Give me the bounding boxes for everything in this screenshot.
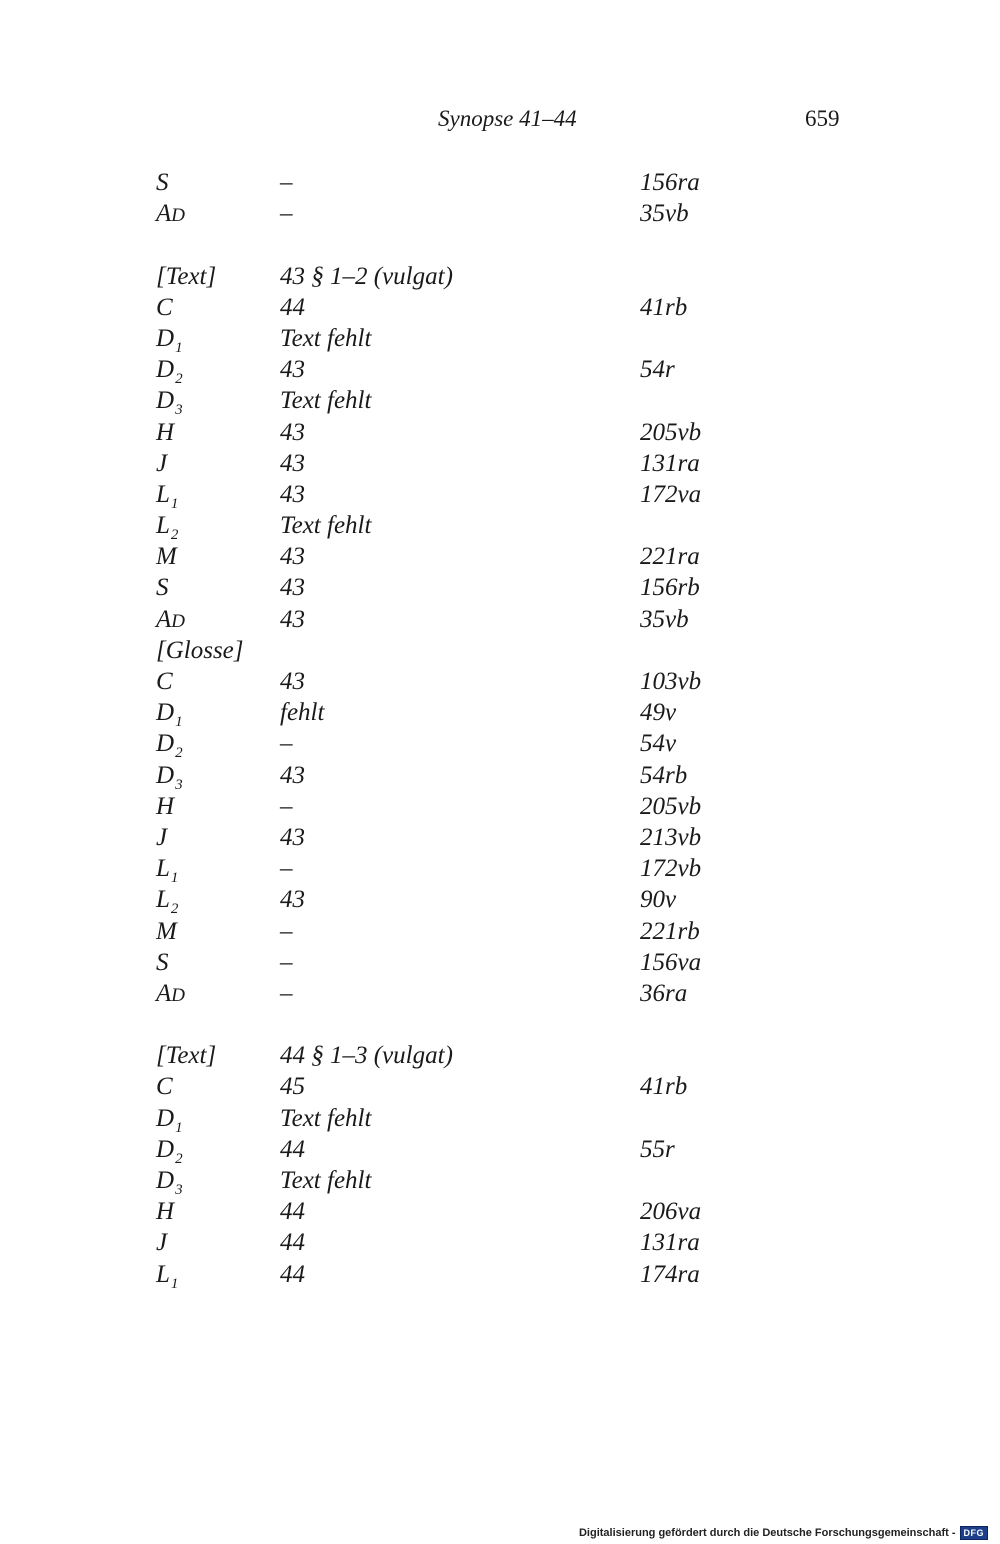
folio-cell: 131ra xyxy=(640,1229,700,1257)
chapter-cell: 44 § 1–3 (vulgat) xyxy=(280,1042,453,1070)
siglum-subscript: 2 xyxy=(170,901,179,918)
siglum-cell xyxy=(156,541,177,572)
table-row xyxy=(0,323,1000,354)
folio-cell: 35vb xyxy=(640,200,689,228)
siglum-smallcaps: D xyxy=(171,205,186,227)
table-row xyxy=(0,448,1000,479)
chapter-cell: 44 xyxy=(280,1229,305,1257)
chapter-cell: Text fehlt xyxy=(280,387,372,415)
siglum-subscript: 2 xyxy=(175,371,183,388)
footer-text: Digitalisierung gefördert durch die Deutsche Forschungsgemeinschaft - xyxy=(578,1527,956,1539)
table-row xyxy=(0,666,1000,697)
table-row xyxy=(0,1071,1000,1102)
siglum: L xyxy=(156,855,170,883)
chapter-cell: 43 xyxy=(280,480,305,508)
table-row xyxy=(0,385,1000,419)
chapter-cell: Text fehlt xyxy=(280,512,372,540)
siglum: H xyxy=(156,1198,175,1226)
siglum-subscript: 1 xyxy=(175,1119,183,1136)
siglum: A xyxy=(156,200,172,228)
table-row xyxy=(0,354,1000,388)
folio-cell: 156va xyxy=(640,948,702,976)
siglum: C xyxy=(156,1073,173,1101)
folio-cell: 206va xyxy=(640,1198,702,1226)
chapter-cell: 44 xyxy=(280,293,305,321)
siglum-cell xyxy=(156,978,185,1011)
siglum: [Glosse] xyxy=(156,636,244,664)
chapter-cell: 45 xyxy=(280,1073,305,1101)
chapter-cell: 43 xyxy=(280,574,305,602)
table-row xyxy=(0,978,1000,1009)
siglum-subscript: 3 xyxy=(175,1182,183,1198)
folio-cell: 156ra xyxy=(640,169,700,196)
siglum-cell xyxy=(156,167,169,198)
folio-cell: 54v xyxy=(640,730,677,758)
dfg-logo: DFG xyxy=(960,1526,989,1540)
siglum-cell xyxy=(156,479,178,514)
table-row xyxy=(0,916,1000,947)
chapter-cell: Text fehlt xyxy=(280,324,372,352)
folio-cell: 54r xyxy=(640,356,675,384)
folio-cell: 172vb xyxy=(640,855,702,883)
table-row xyxy=(0,1259,1000,1290)
chapter-cell: – xyxy=(280,855,293,883)
table-row xyxy=(0,760,1000,791)
siglum-subscript: 1 xyxy=(170,870,179,887)
siglum: J xyxy=(156,1229,168,1257)
siglum: S xyxy=(156,948,169,976)
folio-cell: 41rb xyxy=(640,1073,688,1101)
siglum-cell xyxy=(156,728,183,763)
siglum-cell xyxy=(156,822,167,853)
chapter-cell: 43 xyxy=(280,886,305,914)
table-row xyxy=(0,261,1000,292)
folio-cell: 35vb xyxy=(640,605,689,633)
table-row xyxy=(0,635,1000,666)
chapter-cell: – xyxy=(280,792,293,820)
table-row xyxy=(0,604,1000,635)
chapter-cell: 44 xyxy=(280,1135,305,1163)
folio-cell: 49v xyxy=(640,699,677,727)
siglum-cell xyxy=(156,666,173,697)
table-row xyxy=(0,947,1000,978)
siglum: J xyxy=(156,823,168,851)
chapter-cell: 43 xyxy=(280,823,305,851)
chapter-cell: 43 xyxy=(280,356,305,384)
folio-cell: 36ra xyxy=(640,979,688,1007)
siglum: C xyxy=(156,293,173,321)
siglum: L xyxy=(156,480,170,508)
siglum: S xyxy=(156,574,169,602)
table-row xyxy=(0,1165,1000,1196)
siglum-cell xyxy=(156,1259,178,1294)
table-row xyxy=(0,1196,1000,1227)
table-row xyxy=(0,541,1000,572)
table-row xyxy=(0,572,1000,603)
folio-cell: 221rb xyxy=(640,917,700,945)
chapter-cell: Text fehlt xyxy=(280,1104,372,1132)
table-row xyxy=(0,822,1000,853)
folio-cell: 156rb xyxy=(640,574,700,602)
siglum-cell xyxy=(156,448,167,479)
siglum: C xyxy=(156,668,173,695)
siglum: H xyxy=(156,418,175,446)
folio-cell: 174ra xyxy=(640,1260,700,1288)
siglum-cell xyxy=(156,417,174,448)
folio-cell: 55r xyxy=(640,1135,675,1163)
siglum-cell xyxy=(156,261,216,292)
folio-cell: 90v xyxy=(640,886,677,914)
chapter-cell: – xyxy=(280,169,293,196)
chapter-cell: Text fehlt xyxy=(280,1167,372,1194)
siglum-cell xyxy=(156,635,244,666)
table-row xyxy=(0,1103,1000,1134)
siglum: D xyxy=(156,324,175,352)
siglum-cell xyxy=(156,1227,167,1258)
siglum: D xyxy=(156,387,175,415)
siglum: H xyxy=(156,792,175,820)
siglum-cell xyxy=(156,1196,174,1227)
siglum: D xyxy=(156,699,175,727)
siglum: [Text] xyxy=(156,1042,217,1070)
siglum-cell xyxy=(156,1040,216,1071)
folio-cell: 205vb xyxy=(640,418,702,446)
chapter-cell: 43 xyxy=(280,761,305,789)
folio-cell: 221ra xyxy=(640,543,700,571)
siglum-cell xyxy=(156,572,169,603)
siglum-subscript: 3 xyxy=(175,776,183,793)
siglum-cell xyxy=(156,1134,183,1169)
folio-cell: 131ra xyxy=(640,449,700,477)
folio-cell: 205vb xyxy=(640,792,702,820)
table-row xyxy=(0,167,1000,198)
siglum: M xyxy=(156,543,177,571)
table-row xyxy=(0,198,1000,229)
siglum: A xyxy=(156,979,172,1007)
row-spacer xyxy=(0,1009,1000,1040)
table-row xyxy=(0,1227,1000,1258)
siglum: D xyxy=(156,1167,175,1194)
chapter-cell: 43 xyxy=(280,543,305,571)
siglum-smallcaps: D xyxy=(171,984,186,1006)
row-spacer xyxy=(0,229,1000,260)
siglum: D xyxy=(156,761,175,789)
siglum-subscript: 2 xyxy=(170,527,179,544)
siglum-cell xyxy=(156,323,183,358)
siglum-subscript: 2 xyxy=(175,1150,183,1167)
siglum: D xyxy=(156,1135,175,1163)
chapter-cell: 43 xyxy=(280,668,305,695)
siglum-smallcaps: D xyxy=(171,610,186,632)
siglum: S xyxy=(156,169,169,196)
table-row xyxy=(0,728,1000,762)
chapter-cell: – xyxy=(280,979,293,1007)
table-row xyxy=(0,510,1000,544)
page-number: 659 xyxy=(805,106,840,131)
folio-cell: 103vb xyxy=(640,668,702,695)
siglum-cell xyxy=(156,198,185,231)
folio-cell: 172va xyxy=(640,480,702,508)
table-row xyxy=(0,292,1000,323)
table-row xyxy=(0,1134,1000,1165)
chapter-cell: – xyxy=(280,917,293,945)
chapter-cell: fehlt xyxy=(280,699,325,727)
siglum-subscript: 3 xyxy=(175,402,183,419)
running-head xyxy=(0,106,1000,138)
chapter-cell: 44 xyxy=(280,1260,305,1288)
siglum-cell xyxy=(156,791,174,822)
siglum: D xyxy=(156,356,175,384)
table-row xyxy=(0,791,1000,822)
folio-cell: 41rb xyxy=(640,293,688,321)
chapter-cell: 44 xyxy=(280,1198,305,1226)
table-row xyxy=(0,479,1000,510)
siglum-subscript: 1 xyxy=(175,339,183,356)
footer-credit xyxy=(579,1526,988,1540)
siglum: L xyxy=(156,886,170,914)
siglum-cell xyxy=(156,385,183,420)
chapter-cell: 43 xyxy=(280,418,305,446)
siglum-cell xyxy=(156,884,178,919)
siglum: J xyxy=(156,449,168,477)
siglum-cell xyxy=(156,292,173,323)
siglum-cell xyxy=(156,1071,173,1102)
chapter-cell: – xyxy=(280,200,293,228)
siglum: D xyxy=(156,730,175,758)
siglum-cell xyxy=(156,760,183,795)
siglum: L xyxy=(156,512,170,540)
siglum-cell xyxy=(156,947,169,978)
siglum: L xyxy=(156,1260,170,1288)
siglum-cell xyxy=(156,697,183,732)
table-row xyxy=(0,1040,1000,1071)
chapter-cell: 43 § 1–2 (vulgat) xyxy=(280,262,453,290)
folio-cell: 54rb xyxy=(640,761,688,789)
siglum-subscript: 1 xyxy=(170,495,179,512)
siglum-cell xyxy=(156,510,178,545)
siglum-subscript: 1 xyxy=(175,714,183,731)
siglum-subscript: 1 xyxy=(170,1275,179,1292)
siglum-cell xyxy=(156,853,178,888)
siglum: D xyxy=(156,1104,175,1132)
chapter-cell: – xyxy=(280,948,293,976)
siglum: [Text] xyxy=(156,262,217,290)
table-row xyxy=(0,853,1000,887)
siglum-cell xyxy=(156,604,185,637)
siglum: A xyxy=(156,605,172,633)
siglum-cell xyxy=(156,354,183,389)
folio-cell: 213vb xyxy=(640,823,702,851)
chapter-cell: 43 xyxy=(280,449,305,477)
chapter-cell: 43 xyxy=(280,605,305,633)
siglum-cell xyxy=(156,1165,183,1200)
table-row xyxy=(0,697,1000,731)
chapter-cell: – xyxy=(280,730,293,758)
table-row xyxy=(0,417,1000,448)
siglum-cell xyxy=(156,1103,183,1138)
running-title: Synopse 41–44 xyxy=(438,106,577,131)
table-row xyxy=(0,884,1000,918)
siglum-cell xyxy=(156,916,177,947)
siglum: M xyxy=(156,917,177,945)
synopsis-table xyxy=(0,167,1000,1290)
siglum-subscript: 2 xyxy=(175,745,183,762)
